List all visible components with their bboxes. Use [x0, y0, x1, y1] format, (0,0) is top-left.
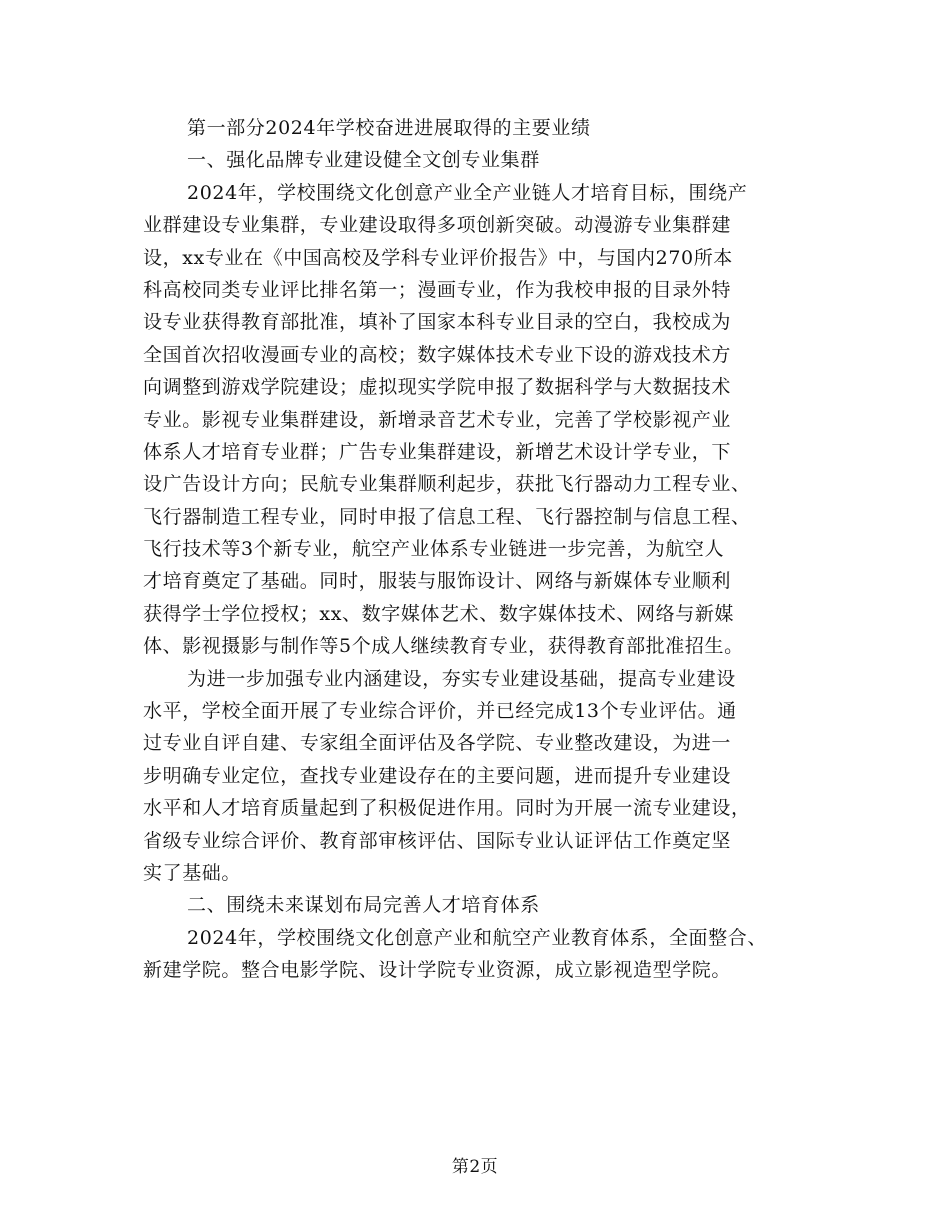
- paragraph-line: 专业。影视专业集群建设，新增录音艺术专业，完善了学校影视产业: [143, 408, 732, 431]
- paragraph-line: 体系人才培育专业群；广告专业集群建设，新增艺术设计学专业，下: [143, 440, 732, 463]
- paragraph-line: 向调整到游戏学院建设；虚拟现实学院申报了数据科学与大数据技术: [143, 376, 732, 399]
- paragraph-line: 科高校同类专业评比排名第一；漫画专业，作为我校申报的目录外特: [143, 278, 732, 301]
- paragraph-line: 步明确专业定位，查找专业建设存在的主要问题，进而提升专业建设: [143, 764, 732, 787]
- paragraph-line: 实了基础。: [143, 861, 242, 884]
- paragraph-line: 水平和人才培育质量起到了积极促进作用。同时为开展一流专业建设，: [143, 797, 751, 820]
- paragraph-line: 设，xx专业在《中国高校及学科专业评价报告》中，与国内270所本: [143, 246, 733, 269]
- section-heading-1: 一、强化品牌专业建设健全文创专业集群: [187, 149, 540, 172]
- paragraph-line: 过专业自评自建、专家组全面评估及各学院、专业整改建设，为进一: [143, 732, 732, 755]
- paragraph-line: 2024年，学校围绕文化创意产业和航空产业教育体系，全面整合、: [187, 926, 767, 949]
- paragraph-line: 新建学院。整合电影学院、设计学院专业资源，成立影视造型学院。: [143, 959, 732, 982]
- part-heading: 第一部分2024年学校奋进进展取得的主要业绩: [187, 117, 591, 139]
- paragraph-line: 省级专业综合评价、教育部审核评估、国际专业认证评估工作奠定坚: [143, 829, 732, 852]
- paragraph-line: 才培育奠定了基础。同时，服装与服饰设计、网络与新媒体专业顺利: [143, 570, 732, 593]
- paragraph-line: 水平，学校全面开展了专业综合评价，并已经完成13个专业评估。通: [143, 700, 737, 723]
- document-body: [143, 112, 805, 987]
- paragraph-line: 为进一步加强专业内涵建设，夯实专业建设基础，提高专业建设: [187, 667, 736, 690]
- paragraph-line: 2024年，学校围绕文化创意产业全产业链人才培育目标，围绕产: [187, 181, 748, 204]
- paragraph-line: 业群建设专业集群，专业建设取得多项创新突破。动漫游专业集群建: [143, 214, 732, 237]
- paragraph-line: 飞行技术等3个新专业，航空产业体系专业链进一步完善，为航空人: [143, 538, 725, 561]
- paragraph-line: 设广告设计方向；民航专业集群顺利起步，获批飞行器动力工程专业、: [143, 473, 751, 496]
- paragraph-line: 飞行器制造工程专业，同时申报了信息工程、飞行器控制与信息工程、: [143, 505, 751, 528]
- paragraph-line: 全国首次招收漫画专业的高校；数字媒体技术专业下设的游戏技术方: [143, 343, 732, 366]
- page-number: 第2页: [451, 1157, 499, 1177]
- paragraph-line: 设专业获得教育部批准，填补了国家本科专业目录的空白，我校成为: [143, 311, 732, 334]
- section-heading-2: 二、围绕未来谋划布局完善人才培育体系: [187, 894, 540, 917]
- paragraph-line: 体、影视摄影与制作等5个成人继续教育专业，获得教育部批准招生。: [143, 635, 744, 658]
- paragraph-line: 获得学士学位授权；xx、数字媒体艺术、数字媒体技术、网络与新媒: [143, 602, 735, 625]
